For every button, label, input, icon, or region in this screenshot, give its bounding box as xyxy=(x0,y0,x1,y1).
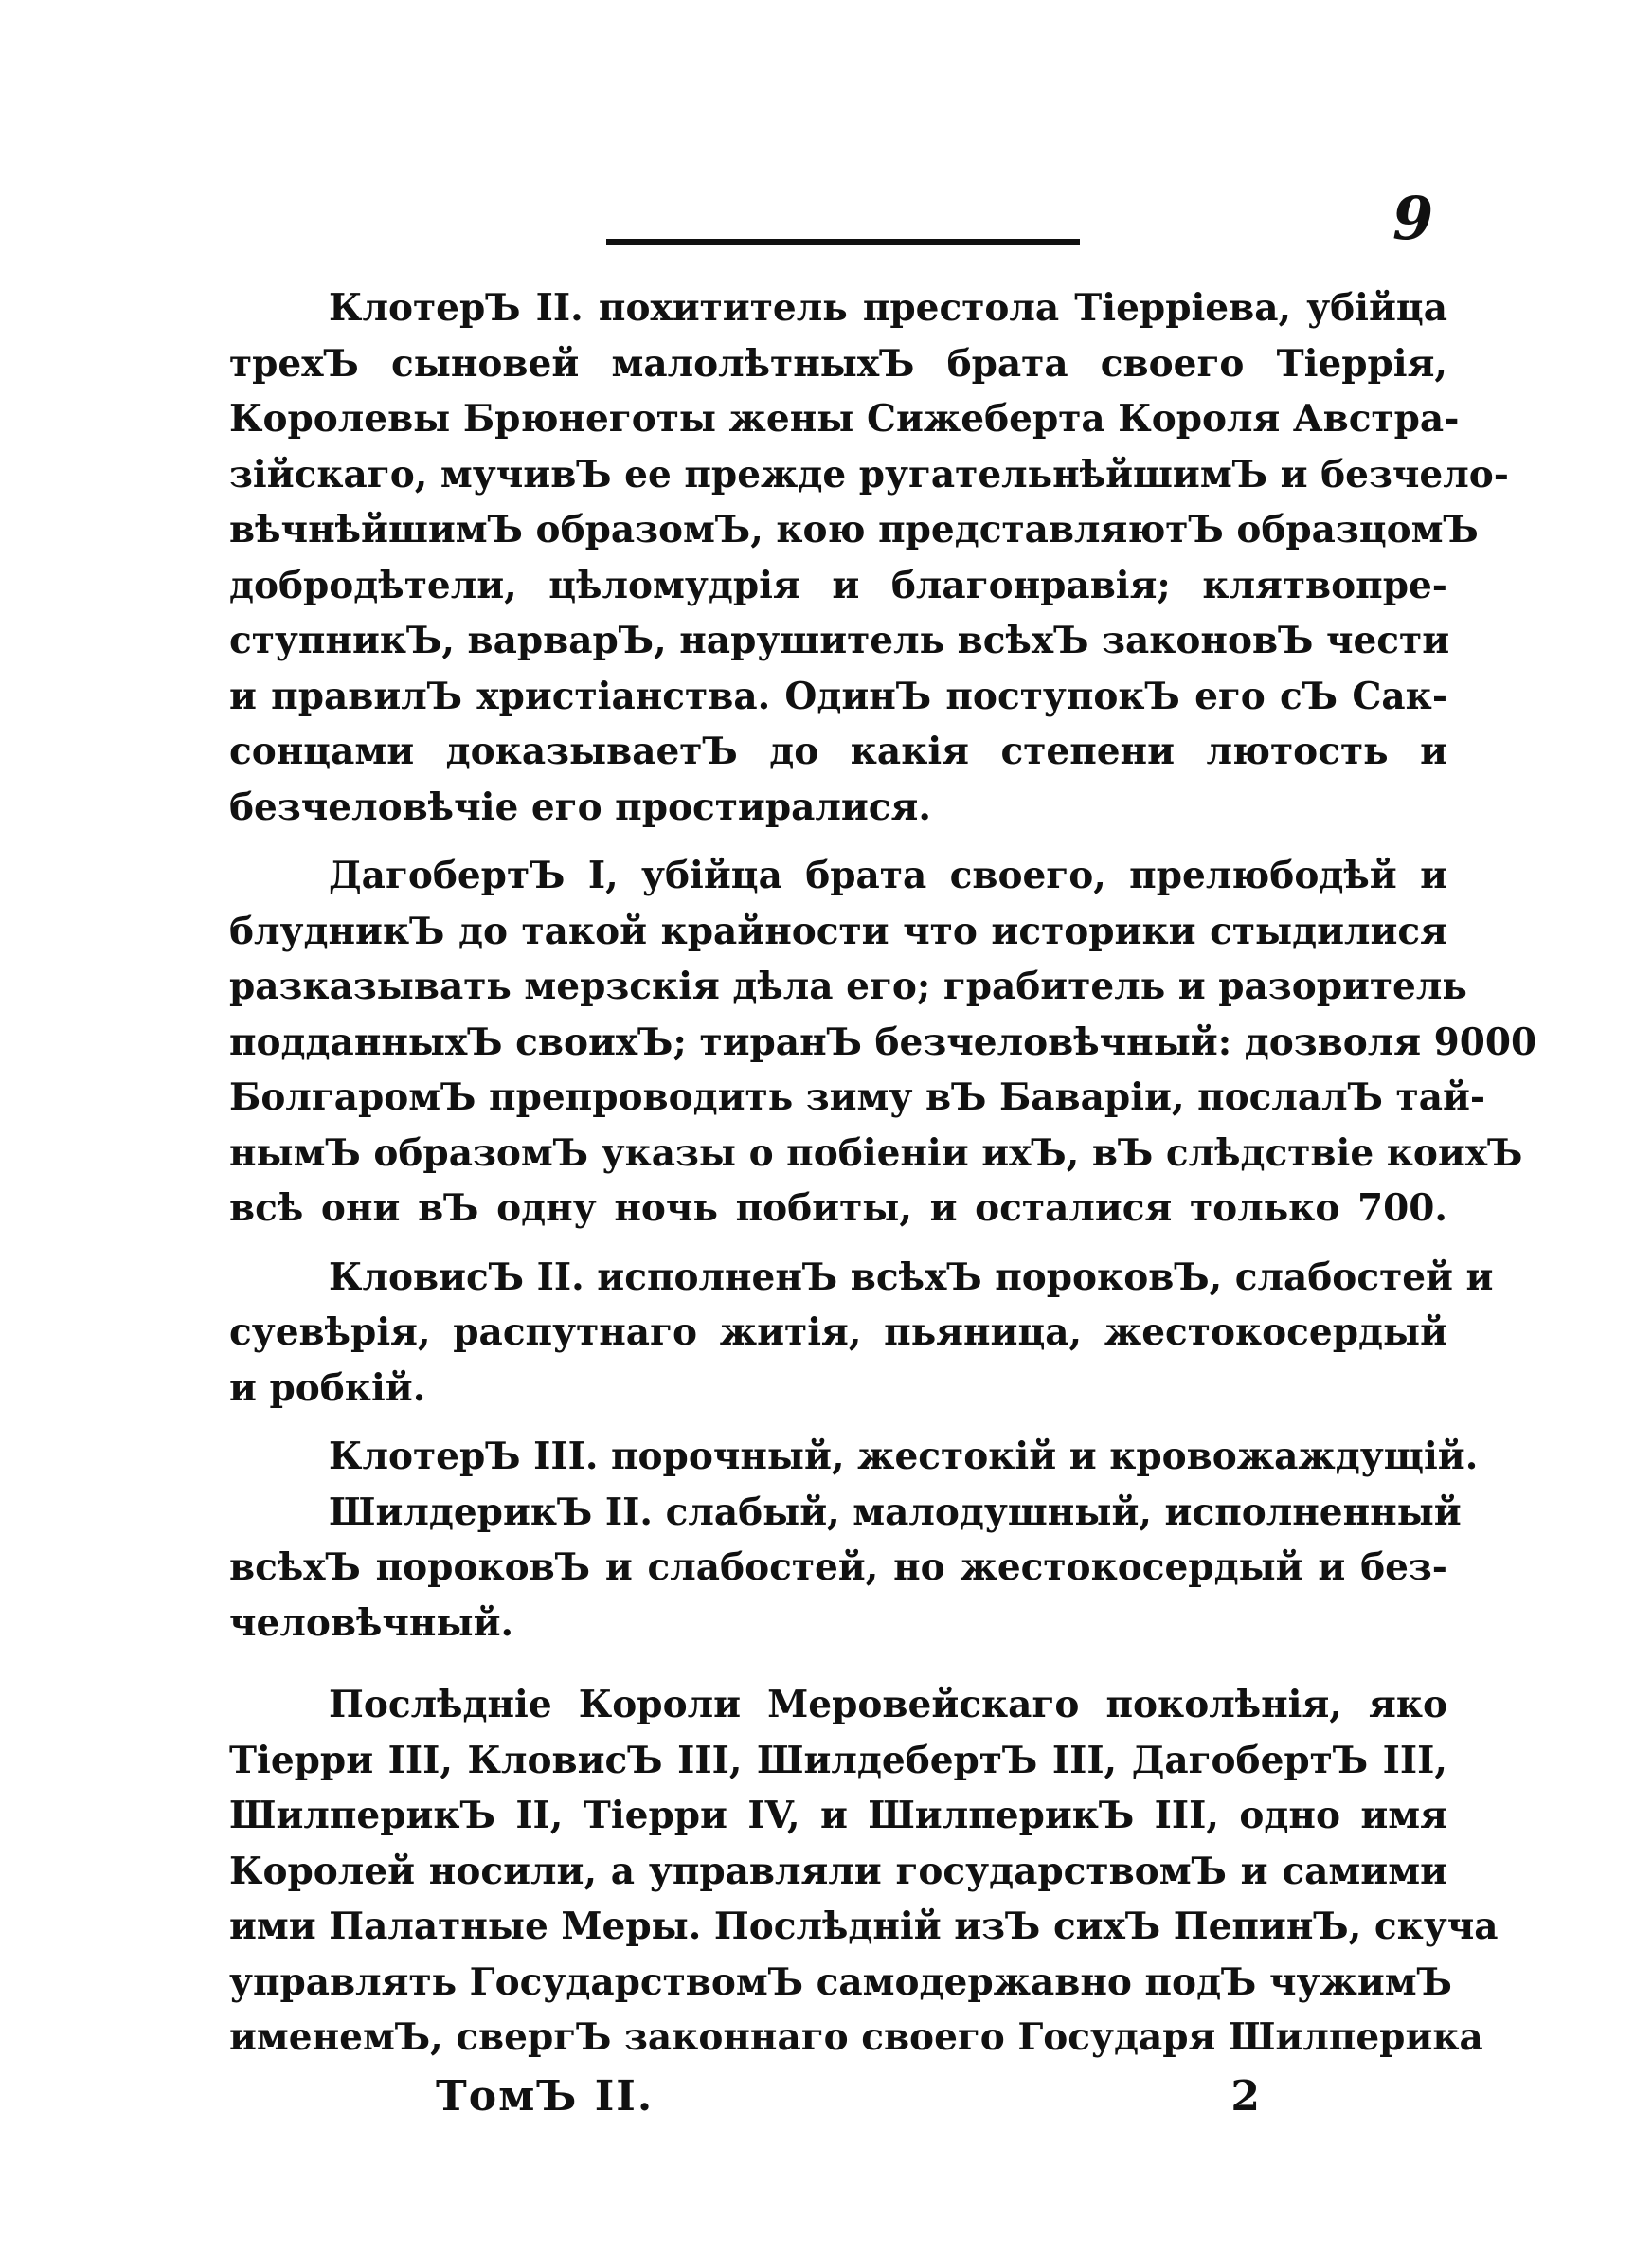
paragraph-kloter-iii xyxy=(229,1429,1479,1485)
text-line: КлотерЪ III. порочный, жестокій и кровожаждущій. xyxy=(329,1435,1479,1478)
text-line: Тіерри III, КловисЪ III, ШилдебертЪ III, ДагобертЪ III, xyxy=(229,1738,1447,1782)
text-line: КлотерЪ II. похититель престола Тіерріева, убійца xyxy=(329,286,1447,330)
text-line: ШилперикЪ II, Тіерри IV, и ШилперикЪ III, одно имя xyxy=(229,1794,1447,1837)
body-text xyxy=(229,280,1537,2066)
text-line: управлять ГосударствомЪ самодержавно подЪ чужимЪ xyxy=(229,1959,1452,2004)
text-line: ШилдерикЪ II. слабый, малодушный, исполненный xyxy=(329,1490,1462,1534)
paragraph-klovis-ii xyxy=(229,1250,1494,1417)
tome-label: ТомЪ II. xyxy=(436,2072,655,2121)
text-line: Послѣдніе Короли Меровейскаго поколѣнія, яко xyxy=(329,1683,1447,1726)
text-line: ступникЪ, варварЪ, нарушитель всѣхЪ законовЪ чести xyxy=(229,619,1450,662)
text-line: ДагобертЪ I, убійца брата своего, прелюбодѣй и xyxy=(329,854,1447,897)
header-rule xyxy=(606,239,1080,245)
text-line: нымЪ образомЪ указы о побіеніи ихЪ, вЪ слѣдствіе коихЪ xyxy=(229,1130,1523,1175)
text-line: вѣчнѣйшимЪ образомЪ, кою представляютЪ образцомЪ xyxy=(229,508,1479,551)
paragraph-dagobert-i xyxy=(229,848,1537,1237)
text-line: и робкій. xyxy=(229,1365,426,1410)
text-line: человѣчный. xyxy=(229,1600,514,1645)
text-line: сонцами доказываетЪ до какія степени лютость и xyxy=(229,730,1447,773)
text-line: ими Палатные Меры. Послѣдній изЪ сихЪ ПепинЪ, скуча xyxy=(229,1905,1499,1948)
text-line: блудникЪ до такой крайности что историки стыдилися xyxy=(229,909,1447,953)
text-line: добродѣтели, цѣломудрія и благонравія; клятвопре- xyxy=(229,563,1447,607)
text-line: всѣ они вЪ одну ночь побиты, и осталися только 700. xyxy=(229,1186,1447,1230)
text-line: всѣхЪ пороковЪ и слабостей, но жестокосердый и без- xyxy=(229,1545,1447,1589)
paragraph-kloter-ii xyxy=(229,280,1509,835)
page-number: 9 xyxy=(1392,184,1434,253)
text-line: БолгаромЪ препроводить зиму вЪ Баваріи, послалЪ тай- xyxy=(229,1075,1486,1119)
text-line: и правилЪ христіанства. ОдинЪ поступокЪ его сЪ Сак- xyxy=(229,674,1447,718)
text-line: безчеловѣчіе его простиралися. xyxy=(229,785,931,829)
text-line: именемЪ, свергЪ законнаго своего Государя Шилперика xyxy=(229,2015,1483,2059)
page-footer xyxy=(436,2064,1260,2130)
text-line: подданныхЪ своихЪ; тиранЪ безчеловѣчный: дозволя 9000 xyxy=(229,1020,1537,1064)
text-line: разказывать мерзскія дѣла его; грабитель и разоритель xyxy=(229,965,1467,1008)
text-line: суевѣрія, распутнаго житія, пьяница, жестокосердый xyxy=(229,1310,1447,1354)
paragraph-last-merovingian-kings xyxy=(229,1677,1499,2066)
text-line: КловисЪ II. исполненЪ всѣхЪ пороковЪ, слабостей и xyxy=(329,1255,1494,1299)
text-line: Королевы Брюнеготы жены Сижеберта Короля Австра- xyxy=(229,397,1460,441)
text-line: трехЪ сыновей малолѣтныхЪ брата своего Тіеррія, xyxy=(229,341,1447,386)
paragraph-shilderik-ii xyxy=(229,1485,1462,1652)
text-line: зійскаго, мучивЪ ее прежде ругательнѣйшимЪ и безчело- xyxy=(229,452,1509,497)
text-line: Королей носили, а управляли государствомЪ и самими xyxy=(229,1849,1447,1893)
signature-mark: 2 xyxy=(1230,2072,1260,2121)
